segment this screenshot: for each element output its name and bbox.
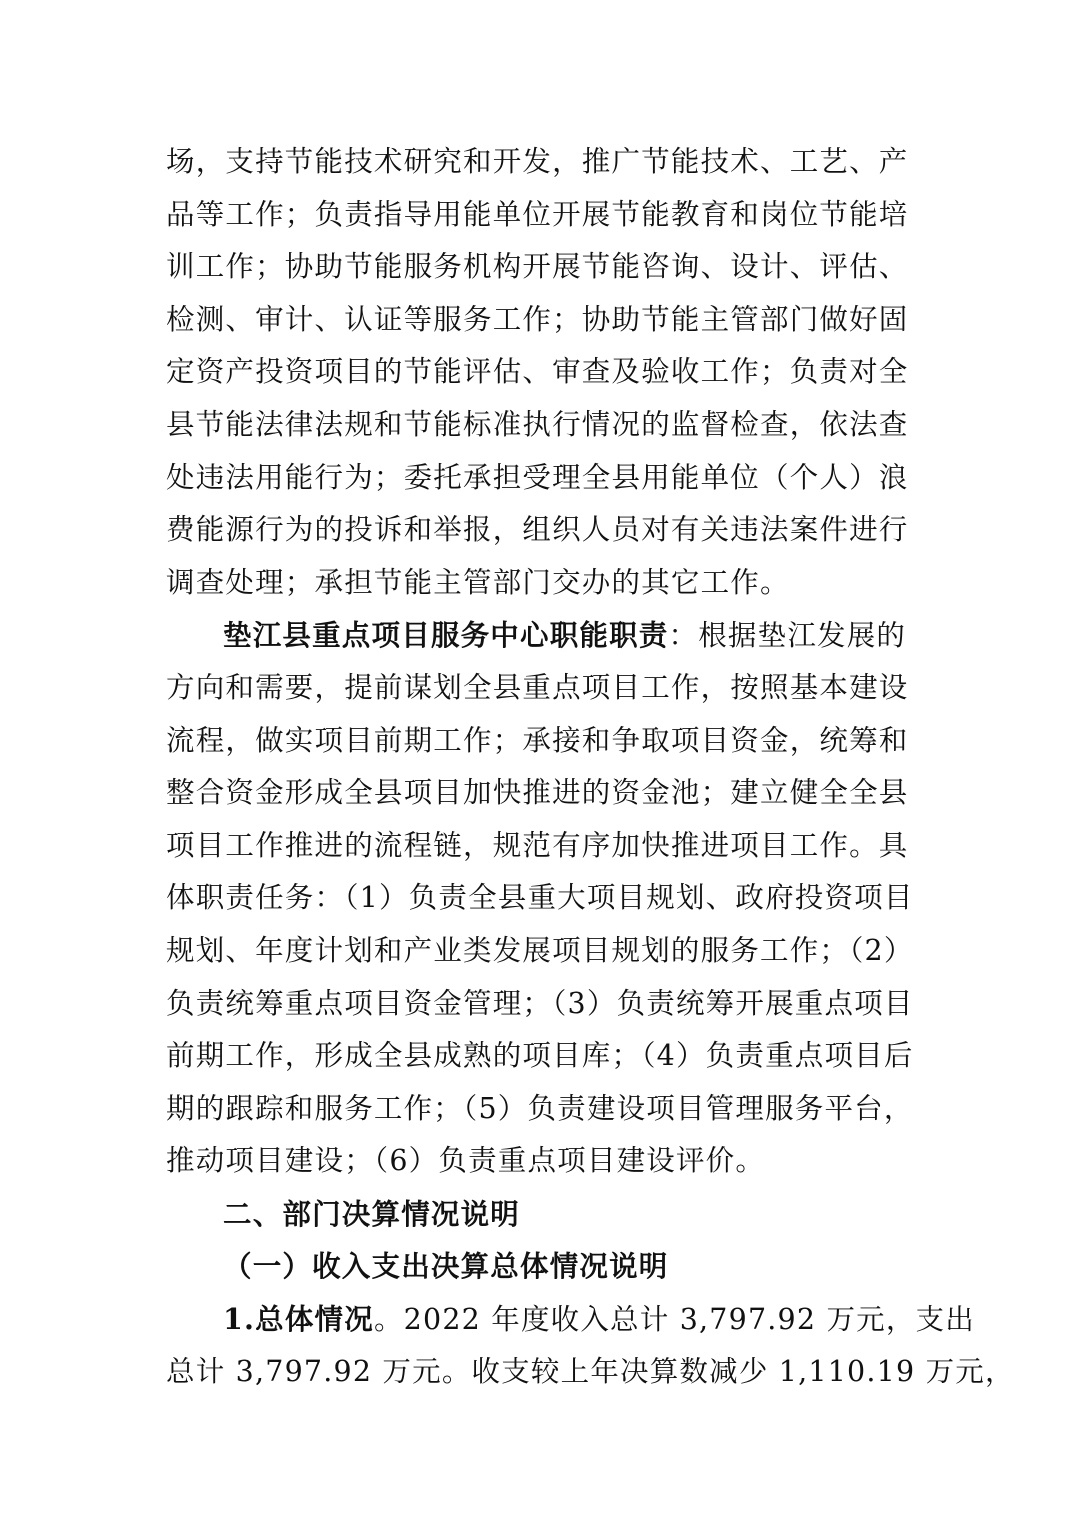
section-heading: 二、部门决算情况说明 [223,1196,521,1231]
paragraph-overall-situation [166,1293,1015,1398]
paragraph-energy-duties [166,136,909,609]
text-line: 总计 3,797.92 万元。收支较上年决算数减少 1,110.19 万元， [166,1354,1015,1388]
text-line: 负责统筹重点项目资金管理；（3）负责统筹开展重点项目 [166,986,914,1020]
body-text [166,136,1015,1398]
text-line: 方向和需要，提前谋划全县重点项目工作，按照基本建设 [166,670,909,704]
text-line: 场，支持节能技术研究和开发，推广节能技术、工艺、产 [166,145,909,178]
text-line: 处违法用能行为；委托承担受理全县用能单位（个人）浪 [166,460,909,494]
text-line: 品等工作；负责指导用能单位开展节能教育和岗位节能培 [166,197,909,231]
text-line: 定资产投资项目的节能评估、审查及验收工作；负责对全 [166,355,909,389]
text-line: 训工作；协助节能服务机构开展节能咨询、设计、评估、 [166,250,909,284]
text-line: 整合资金形成全县项目加快推进的资金池；建立健全全县 [166,776,909,810]
text-line: 县节能法律法规和节能标准执行情况的监督检查，依法查 [166,407,909,441]
paragraph-lead-bold: 1.总体情况 [223,1302,374,1337]
paragraph-lead-rest: 。2022 年度收入总计 3,797.92 万元，支出 [373,1303,975,1337]
paragraph-project-center-duties [166,609,914,1188]
subsection-heading: （一）收入支出决算总体情况说明 [223,1249,669,1284]
text-line: 体职责任务：（1）负责全县重大项目规划、政府投资项目 [166,881,914,915]
text-line: 流程，做实项目前期工作；承接和争取项目资金，统筹和 [166,723,909,757]
paragraph-lead-rest: ：根据垫江发展的 [668,619,907,653]
text-line: 费能源行为的投诉和举报，组织人员对有关违法案件进行 [166,513,909,547]
text-line: 前期工作，形成全县成熟的项目库；（4）负责重点项目后 [166,1039,914,1073]
text-line [166,1293,975,1346]
text-line: 项目工作推进的流程链，规范有序加快推进项目工作。具 [166,828,909,862]
text-line: 规划、年度计划和产业类发展项目规划的服务工作；（2） [166,933,914,967]
paragraph-lead-bold: 垫江县重点项目服务中心职能职责 [223,618,669,653]
text-line: 调查处理；承担节能主管部门交办的其它工作。 [166,565,790,599]
text-line: 检测、审计、认证等服务工作；协助节能主管部门做好固 [166,302,909,336]
text-line: 期的跟踪和服务工作；（5）负责建设项目管理服务平台， [166,1091,914,1125]
text-line: 推动项目建设；（6）负责重点项目建设评价。 [166,1144,766,1178]
text-line [166,609,907,662]
